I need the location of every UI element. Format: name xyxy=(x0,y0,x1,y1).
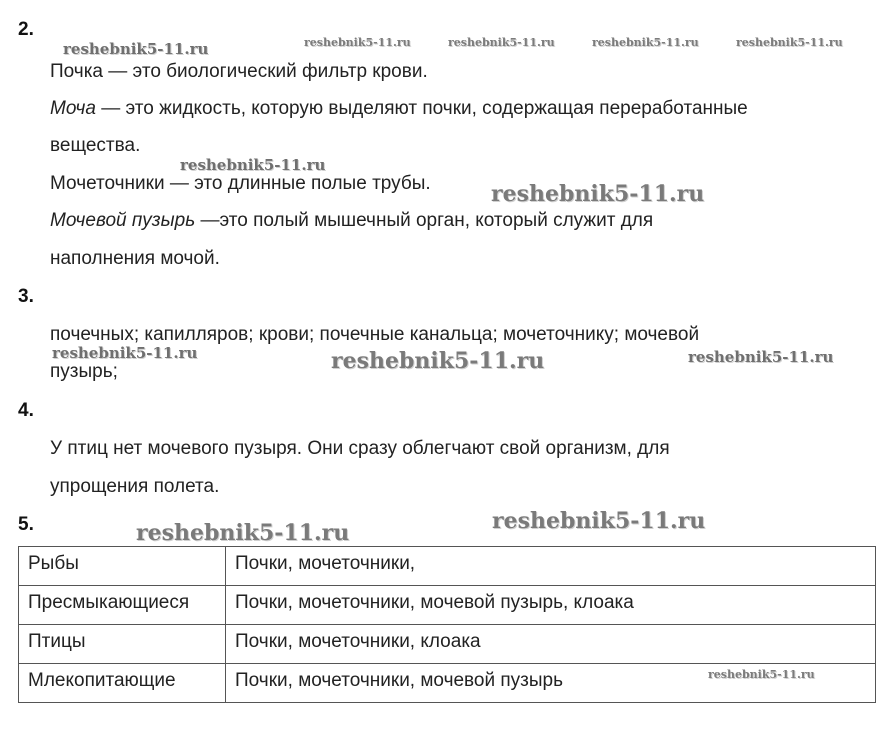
urine-term: Моча xyxy=(50,98,96,119)
watermark: reshebnik5-11.ru xyxy=(688,348,834,366)
watermark: reshebnik5-11.ru xyxy=(63,40,209,58)
table-row xyxy=(19,625,876,664)
section-number-4: 4. xyxy=(18,400,34,421)
bladder-definition-continued: наполнения мочой. xyxy=(50,248,220,269)
watermark: reshebnik5-11.ru xyxy=(592,36,699,49)
section-number-5: 5. xyxy=(18,514,34,535)
section-4-line-1: У птиц нет мочевого пузыря. Они сразу облегчают свой организм, для xyxy=(50,438,670,459)
bladder-definition-text: —это полый мышечный орган, который служит для xyxy=(195,210,654,231)
table-row xyxy=(19,547,876,586)
watermark: reshebnik5-11.ru xyxy=(180,156,326,174)
watermark: reshebnik5-11.ru xyxy=(448,36,555,49)
animal-cell: Млекопитающие xyxy=(19,664,226,703)
watermark: reshebnik5-11.ru xyxy=(736,36,843,49)
watermark: reshebnik5-11.ru xyxy=(491,181,705,207)
section-3-line-2: пузырь; xyxy=(50,361,118,382)
watermark: reshebnik5-11.ru xyxy=(304,36,411,49)
organs-cell: Почки, мочеточники, мочевой пузырь xyxy=(226,664,876,703)
watermark: reshebnik5-11.ru xyxy=(708,668,815,681)
organs-cell: Почки, мочеточники, мочевой пузырь, клоака xyxy=(226,586,876,625)
organs-cell: Почки, мочеточники, xyxy=(226,547,876,586)
section-number-2: 2. xyxy=(18,19,34,40)
animal-cell: Птицы xyxy=(19,625,226,664)
animal-cell: Рыбы xyxy=(19,547,226,586)
watermark: reshebnik5-11.ru xyxy=(492,508,706,534)
urine-definition xyxy=(50,98,748,120)
bladder-term: Мочевой пузырь xyxy=(50,210,196,231)
urine-definition-text: — это жидкость, которую выделяют почки, содержащая переработанные xyxy=(95,98,748,119)
kidney-definition: Почка — это биологический фильтр крови. xyxy=(50,61,428,82)
urine-definition-continued: вещества. xyxy=(50,135,141,156)
section-number-3: 3. xyxy=(18,286,34,307)
organs-cell: Почки, мочеточники, клоака xyxy=(226,625,876,664)
watermark: reshebnik5-11.ru xyxy=(331,348,545,374)
section-4-line-2: упрощения полета. xyxy=(50,476,220,497)
section-3-line-1: почечных; капилляров; крови; почечные канальца; мочеточнику; мочевой xyxy=(50,324,700,345)
watermark: reshebnik5-11.ru xyxy=(136,520,350,546)
bladder-definition xyxy=(50,210,653,232)
ureters-definition: Мочеточники — это длинные полые трубы. xyxy=(50,173,431,194)
animal-cell: Пресмыкающиеся xyxy=(19,586,226,625)
watermark: reshebnik5-11.ru xyxy=(52,344,198,362)
table-row xyxy=(19,586,876,625)
